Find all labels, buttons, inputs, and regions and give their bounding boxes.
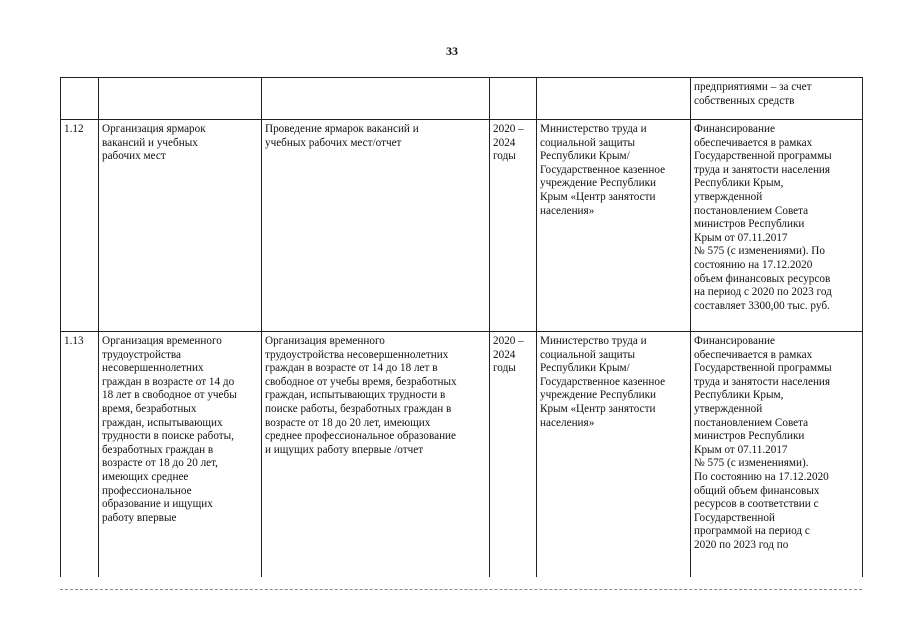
item-number: 1.13 [64,335,84,347]
cell-financing [691,332,863,578]
text-line: постановлением Совета [694,204,809,217]
text-line: Крым от 07.11.2017 [694,231,788,244]
text-line: образование и ищущих [102,498,213,511]
text-line: Республики Крым/ [540,150,630,163]
item-number: 1.12 [64,123,84,135]
text-line: и ищущих работу впервые /отчет [265,443,424,456]
text-line: граждан в возрасте от 14 до [102,375,235,388]
text-line: возрасте от 18 до 20 лет, имеющих [265,416,431,429]
cell-measure-name [99,120,262,332]
text-line: Проведение ярмарок вакансий и [265,123,419,135]
text-line: № 575 (с изменениями). [694,457,809,470]
text-line: обеспечивается в рамках [694,348,813,361]
text-line: утвержденной [694,190,763,203]
text-line: годы [493,150,516,163]
cell-measure-name [99,332,262,578]
text-line: обеспечивается в рамках [694,136,813,149]
text-line: годы [493,362,516,375]
text-line: общий объем финансовых [694,484,820,497]
text-line: Организация ярмарок [102,123,206,135]
text-line: состоянию на 17.12.2020 [694,258,813,271]
text-line: населения» [540,204,595,217]
text-line: Организация временного [102,335,222,347]
text-line: профессиональное [102,484,192,497]
text-line: собственных средств [694,94,795,107]
text-line: Республики Крым, [694,177,784,190]
cell-item-number [61,332,99,578]
text-line: рабочих мест [102,150,166,163]
text-line: Министерство труда и [540,335,647,347]
text-line: Республики Крым/ [540,362,630,375]
text-line: граждан, испытывающих [102,416,223,429]
text-line: 2020 – [493,335,524,347]
cell-executor [537,78,691,120]
text-line: программой на период с [694,525,810,538]
text-line: трудности в поиске работы, [102,430,234,443]
text-line: на период с 2020 по 2023 год [694,286,832,299]
text-line: населения» [540,416,595,429]
text-line: министров Республики [694,218,805,231]
text-line: социальной защиты [540,136,636,149]
text-line: Государственное казенное [540,375,666,388]
table-row [61,78,863,120]
text-line: время, безработных [102,402,197,415]
text-line: утвержденной [694,402,763,415]
text-line: граждан в возрасте от 14 до 18 лет в [265,362,438,375]
text-line: Крым «Центр занятости [540,402,656,415]
page-cut-edge [60,589,862,590]
text-line: свободное от учебы время, безработных [265,375,457,388]
cell-period [490,78,537,120]
text-line: 2024 [493,136,516,149]
text-line: труда и занятости населения [694,163,831,176]
cell-financing [691,78,863,120]
text-line: работу впервые [102,511,177,524]
text-line: Организация временного [265,335,385,347]
cell-period [490,120,537,332]
table-row [61,332,863,578]
text-line: возрасте от 18 до 20 лет, [102,457,218,470]
cell-measure-name [99,78,262,120]
text-line: Государственной программы [694,362,832,375]
text-line: объем финансовых ресурсов [694,272,831,285]
text-line: Республики Крым, [694,389,784,402]
text-line: 2024 [493,348,516,361]
text-line: Финансирование [694,123,775,135]
cell-item-number [61,120,99,332]
text-line: социальной защиты [540,348,636,361]
text-line: граждан, испытывающих трудности в [265,389,446,402]
text-line: Министерство труда и [540,123,647,135]
text-line: Государственной программы [694,150,832,163]
text-line: ресурсов в соответствии с [694,498,819,511]
cell-action-report [262,120,490,332]
text-line: Крым «Центр занятости [540,190,656,203]
text-line: Финансирование [694,335,775,347]
text-line: Крым от 07.11.2017 [694,443,788,456]
text-line: несовершеннолетних [102,362,204,375]
page-number: 33 [446,44,458,58]
cell-financing [691,120,863,332]
text-line: учреждение Республики [540,389,657,402]
text-line: труда и занятости населения [694,375,831,388]
text-line: вакансий и учебных [102,136,198,149]
cell-action-report [262,78,490,120]
text-line: № 575 (с изменениями). По [694,245,825,258]
cell-executor [537,120,691,332]
text-line: 18 лет в свободное от учебы [102,389,237,402]
text-line: предприятиями – за счет [694,81,812,93]
text-line: трудоустройства несовершеннолетних [265,348,449,361]
cell-item-number [61,78,99,120]
text-line: учреждение Республики [540,177,657,190]
text-line: По состоянию на 17.12.2020 [694,470,829,483]
text-line: постановлением Совета [694,416,809,429]
text-line: учебных рабочих мест/отчет [265,136,402,149]
text-line: трудоустройства [102,348,181,361]
cell-executor [537,332,691,578]
text-line: имеющих среднее [102,470,189,483]
cell-action-report [262,332,490,578]
table-row [61,120,863,332]
text-line: безработных граждан в [102,443,214,456]
text-line: 2020 – [493,123,524,135]
text-line: 2020 по 2023 год по [694,538,789,551]
cell-period [490,332,537,578]
measures-table [60,77,863,577]
text-line: составляет 3300,00 тыс. руб. [694,299,830,312]
text-line: министров Республики [694,430,805,443]
text-line: Государственное казенное [540,163,666,176]
text-line: Государственной [694,511,775,524]
text-line: среднее профессиональное образование [265,430,457,443]
text-line: поиске работы, безработных граждан в [265,402,452,415]
